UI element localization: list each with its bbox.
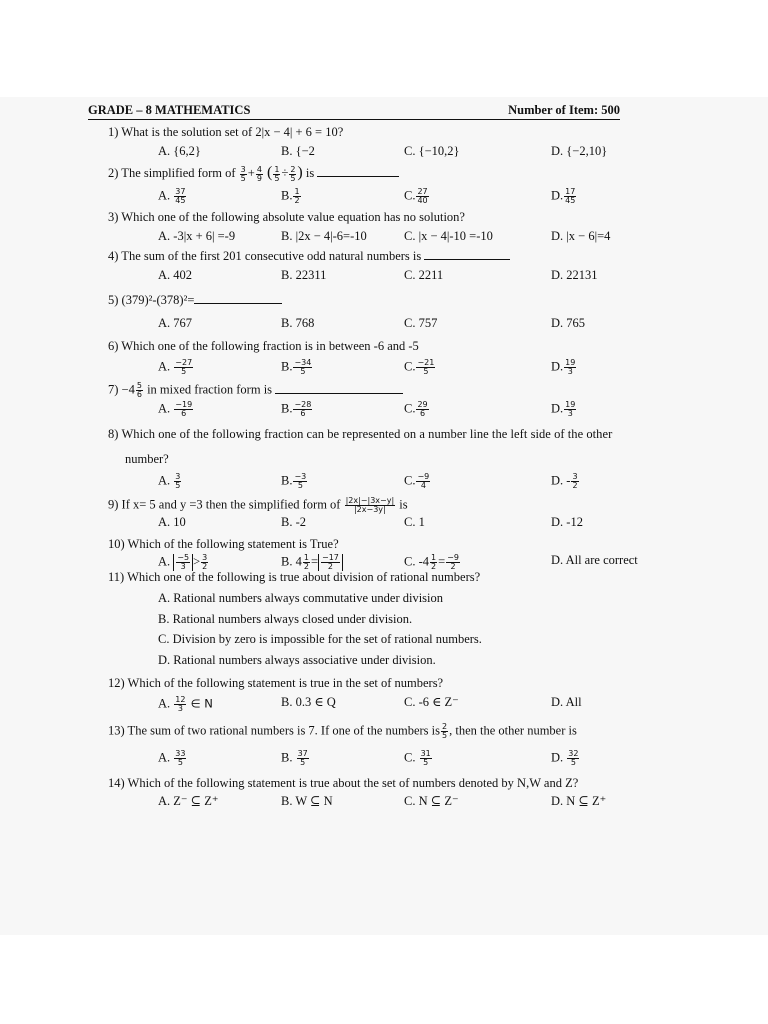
- fraction: [174, 696, 186, 713]
- q8-option-b: [281, 473, 404, 490]
- numerator: 1: [303, 553, 309, 563]
- numerator: 37: [297, 748, 308, 758]
- denominator: 5: [175, 480, 181, 490]
- option-letter: B.: [281, 473, 293, 487]
- option-letter: D.: [551, 401, 564, 416]
- fraction: [416, 401, 428, 418]
- fraction: [430, 554, 437, 571]
- q14-option-a: A. Z⁻ ⊆ Z⁺: [158, 794, 219, 809]
- numerator: −27: [175, 358, 193, 368]
- option-letter: B.: [281, 359, 293, 374]
- denominator: 5: [240, 173, 246, 183]
- q2-fraction-2: [256, 166, 263, 183]
- fraction: [293, 473, 307, 490]
- q12-option-c: C. -6 ∈ Z⁻: [404, 694, 459, 709]
- question-6-options: [88, 359, 688, 376]
- fraction: [174, 188, 186, 205]
- question-4-text: 4) The sum of the first 201 consecutive odd natural numbers is: [108, 249, 422, 264]
- fraction: [571, 473, 578, 490]
- option-letter: C.: [404, 473, 416, 487]
- q10-option-a: [158, 554, 281, 571]
- fraction: [174, 473, 181, 490]
- numerator: 3: [175, 471, 181, 481]
- fraction: [446, 554, 460, 571]
- question-8-text: 8) Which one of the following fraction can be represented on a number line the left side of the other: [108, 427, 613, 442]
- question-4: [88, 249, 688, 264]
- denominator: 2: [431, 562, 437, 572]
- q6-option-d: [551, 359, 577, 376]
- q10-option-d: D. All are correct: [551, 553, 638, 568]
- numerator: 27: [417, 186, 428, 196]
- question-14: [88, 777, 688, 791]
- greater-than: >: [193, 554, 201, 569]
- question-2-is: is: [305, 166, 315, 181]
- q12-option-b: B. 0.3 ∈ Q: [281, 694, 336, 709]
- q7-option-c: [404, 401, 551, 418]
- q6-option-b: [281, 359, 404, 376]
- q12-option-d: D. All: [551, 694, 582, 709]
- question-1: [88, 126, 688, 140]
- denominator: 6: [181, 409, 187, 419]
- question-9-text: 9) If x= 5 and y =3 then the simplified form of: [108, 497, 341, 511]
- numerator: 37: [175, 186, 186, 196]
- q11-option-a: A. Rational numbers always commutative under division: [158, 590, 444, 605]
- numerator: 3: [572, 471, 578, 481]
- answer-blank: [194, 293, 282, 304]
- q3-option-c: C. |x − 4|-10 =-10: [404, 228, 493, 243]
- q7-option-b: [281, 401, 404, 418]
- question-11: [88, 571, 688, 585]
- option-letter: C.: [404, 188, 416, 203]
- denominator: 5: [290, 173, 296, 183]
- q7-fraction: [136, 382, 143, 399]
- numerator: −9: [447, 553, 459, 563]
- denominator: |2x−3y|: [353, 504, 386, 514]
- question-10-text: 10) Which of the following statement is True?: [108, 537, 339, 552]
- question-7-options: [88, 401, 688, 418]
- fraction: [564, 401, 576, 418]
- fraction: [174, 750, 186, 767]
- question-12: [88, 677, 688, 691]
- question-9-is: is: [399, 497, 408, 511]
- q2-option-d: [551, 188, 577, 205]
- fraction: [293, 359, 312, 376]
- numerator: −3: [294, 471, 307, 481]
- numerator: 31: [420, 748, 431, 758]
- exam-title: GRADE – 8 MATHEMATICS: [88, 103, 251, 117]
- option-letter: A.: [158, 554, 171, 569]
- numerator: −17: [322, 553, 339, 563]
- exam-sheet: [88, 104, 688, 809]
- q9-option-a: A. 10: [158, 514, 186, 529]
- option-letter: A.: [158, 188, 171, 203]
- question-10-options: [88, 554, 688, 571]
- numerator: 5: [136, 381, 142, 391]
- numerator: −28: [294, 400, 312, 410]
- q8-option-a: [158, 473, 281, 490]
- numerator: 19: [565, 400, 576, 410]
- question-3-text: 3) Which one of the following absolute value equation has no solution?: [108, 209, 465, 224]
- question-5: [88, 293, 688, 308]
- fraction: [321, 554, 340, 571]
- denominator: 4: [420, 480, 426, 490]
- denominator: 5: [423, 367, 429, 377]
- option-letter: B. 4: [281, 554, 302, 569]
- answer-blank: [317, 166, 399, 177]
- q14-option-b: B. W ⊆ N: [281, 794, 333, 809]
- fraction: [201, 554, 208, 571]
- option-letter: D. -: [551, 473, 571, 487]
- option-letter: B.: [281, 188, 293, 203]
- denominator: 2: [202, 562, 208, 572]
- numerator: |2x|−|3x−y|: [345, 495, 395, 505]
- numerator: 2: [442, 721, 448, 731]
- question-1-text: 1) What is the solution set of 2|x − 4| + 6 = 10?: [108, 124, 344, 139]
- q13-fraction: [441, 723, 448, 740]
- q6-option-c: [404, 359, 551, 376]
- denominator: 5: [274, 173, 280, 183]
- question-7-number: 7) −4: [108, 382, 135, 397]
- numerator: 33: [175, 748, 186, 758]
- denominator: 5: [300, 367, 306, 377]
- denominator: 45: [565, 195, 576, 205]
- numerator: 29: [417, 400, 428, 410]
- q9-option-b: B. -2: [281, 514, 306, 529]
- denominator: 2: [303, 562, 309, 572]
- q14-option-d: D. N ⊆ Z⁺: [551, 794, 607, 809]
- fraction: [416, 188, 428, 205]
- fraction: [420, 750, 432, 767]
- numerator: 4: [256, 164, 262, 174]
- q8-option-d: [551, 473, 580, 490]
- absolute-value: [318, 554, 343, 571]
- question-7: [88, 382, 688, 399]
- q14-option-c: C. N ⊆ Z⁻: [404, 794, 459, 809]
- numerator: 12: [175, 694, 186, 704]
- q2-fraction-1: [240, 166, 247, 183]
- question-14-options: [88, 795, 688, 809]
- equals: =: [438, 554, 446, 569]
- denominator: 2: [294, 195, 300, 205]
- q10-option-b: [281, 554, 404, 571]
- numerator: −9: [417, 471, 430, 481]
- question-5-options: [88, 317, 688, 331]
- denominator: 2: [450, 562, 456, 572]
- fraction: [564, 188, 576, 205]
- question-3: [88, 211, 688, 225]
- question-1-options: [88, 145, 688, 159]
- denominator: 2: [572, 480, 578, 490]
- option-letter: B.: [281, 401, 293, 416]
- absolute-value: [173, 554, 193, 571]
- option-letter: D.: [551, 359, 564, 374]
- question-2-text: 2) The simplified form of: [108, 166, 236, 181]
- set-membership: ∈ N: [190, 696, 213, 710]
- denominator: 3: [177, 703, 183, 713]
- option-letter: A.: [158, 473, 171, 487]
- fraction: [293, 188, 300, 205]
- q5-option-c: C. 757: [404, 315, 438, 330]
- exam-header: [88, 104, 620, 120]
- numerator: −21: [417, 358, 435, 368]
- q7-option-d: [551, 401, 577, 418]
- q10-option-c: [404, 554, 551, 571]
- question-2-options: [88, 188, 688, 205]
- q11-option-c: C. Division by zero is impossible for the set of rational numbers.: [158, 632, 482, 647]
- denominator: 6: [136, 390, 142, 400]
- question-13-options: [88, 750, 688, 767]
- question-5-text: 5) (379)²-(378)²=: [108, 292, 195, 307]
- fraction: [416, 473, 430, 490]
- q2-option-a: [158, 188, 281, 205]
- q13-option-b: [281, 750, 404, 767]
- question-7-text: in mixed fraction form is: [147, 382, 273, 397]
- q11-option-d: D. Rational numbers always associative under division.: [158, 653, 436, 668]
- question-14-text: 14) Which of the following statement is true about the set of numbers denoted by N,W and Z?: [108, 775, 579, 790]
- fraction: [176, 554, 190, 571]
- q1-option-a: A. {6,2}: [158, 143, 201, 158]
- denominator: 5: [570, 757, 576, 767]
- question-12-options: [88, 696, 688, 713]
- denominator: 5: [297, 480, 303, 490]
- fraction: [293, 401, 312, 418]
- q12-option-a: [158, 696, 281, 713]
- numerator: 3: [202, 553, 208, 563]
- numerator: 32: [568, 748, 579, 758]
- question-8-options: [88, 473, 688, 490]
- q13-option-a: [158, 750, 281, 767]
- q1-option-b: B. {−2: [281, 143, 315, 158]
- denominator: 5: [177, 757, 183, 767]
- denominator: 6: [300, 409, 306, 419]
- option-letter: D.: [551, 750, 564, 764]
- numerator: −34: [294, 358, 312, 368]
- answer-blank: [275, 383, 403, 394]
- question-13: [88, 723, 688, 740]
- fraction: [174, 401, 193, 418]
- q2-option-c: [404, 188, 551, 205]
- q11-option-b: B. Rational numbers always closed under division.: [158, 611, 413, 626]
- question-9: [88, 497, 688, 514]
- numerator: −19: [175, 400, 193, 410]
- option-letter: A.: [158, 750, 171, 764]
- q1-option-d: D. {−2,10}: [551, 143, 608, 158]
- denominator: 3: [180, 562, 186, 572]
- question-8: [88, 428, 688, 467]
- q6-option-a: [158, 359, 281, 376]
- fraction: [303, 554, 310, 571]
- q9-fraction: [345, 497, 396, 514]
- option-letter: C. -4: [404, 554, 429, 569]
- option-letter: B.: [281, 750, 293, 764]
- q2-fraction-4: [289, 166, 296, 183]
- q7-option-a: [158, 401, 281, 418]
- denominator: 5: [423, 757, 429, 767]
- denominator: 2: [327, 562, 333, 572]
- q5-option-d: D. 765: [551, 315, 586, 330]
- question-9-options: [88, 516, 688, 530]
- denominator: 6: [420, 409, 426, 419]
- question-10: [88, 538, 688, 552]
- question-13-text-end: , then the other number is: [449, 723, 577, 737]
- q3-option-b: B. |2x − 4|-6=-10: [281, 228, 367, 243]
- question-6: [88, 340, 688, 354]
- option-letter: C.: [404, 401, 416, 416]
- fraction: [297, 750, 309, 767]
- q9-option-c: C. 1: [404, 514, 425, 529]
- option-letter: A.: [158, 359, 171, 374]
- q5-option-b: B. 768: [281, 315, 315, 330]
- numerator: 17: [565, 186, 576, 196]
- option-letter: A.: [158, 696, 171, 710]
- q4-option-b: B. 22311: [281, 268, 327, 283]
- item-count: Number of Item: 500: [508, 103, 620, 117]
- q1-option-c: C. {−10,2}: [404, 143, 460, 158]
- q4-option-c: C. 2211: [404, 268, 444, 283]
- denominator: 40: [417, 195, 428, 205]
- question-12-text: 12) Which of the following statement is true in the set of numbers?: [108, 675, 444, 690]
- q9-option-d: D. -12: [551, 514, 583, 529]
- numerator: 3: [240, 164, 246, 174]
- question-8-text-continued: number?: [125, 451, 169, 466]
- q2-fraction-3: [273, 166, 280, 183]
- q13-option-d: [551, 750, 580, 767]
- question-3-options: [88, 230, 688, 244]
- numerator: −5: [177, 553, 190, 563]
- option-letter: D.: [551, 188, 564, 203]
- denominator: 45: [175, 195, 186, 205]
- q8-option-c: [404, 473, 551, 490]
- fraction: [564, 359, 576, 376]
- equals: =: [310, 554, 318, 569]
- numerator: 2: [290, 164, 296, 174]
- denominator: 5: [181, 367, 187, 377]
- numerator: 19: [565, 358, 576, 368]
- q4-option-d: D. 22131: [551, 268, 598, 283]
- option-letter: C.: [404, 750, 416, 764]
- fraction: [567, 750, 579, 767]
- numerator: 1: [274, 164, 280, 174]
- q3-option-d: D. |x − 6|=4: [551, 228, 611, 243]
- q4-option-a: A. 402: [158, 268, 193, 283]
- option-letter: C.: [404, 359, 416, 374]
- denominator: 5: [300, 757, 306, 767]
- denominator: 5: [442, 730, 448, 740]
- question-4-options: [88, 269, 688, 283]
- fraction: [174, 359, 193, 376]
- numerator: 1: [431, 553, 437, 563]
- fraction: [416, 359, 435, 376]
- question-11-text: 11) Which one of the following is true about division of rational numbers?: [108, 570, 481, 585]
- denominator: 3: [567, 367, 573, 377]
- q13-option-c: [404, 750, 551, 767]
- numerator: 1: [294, 186, 300, 196]
- question-6-text: 6) Which one of the following fraction is in between -6 and -5: [108, 339, 419, 354]
- denominator: 9: [256, 173, 262, 183]
- denominator: 3: [567, 409, 573, 419]
- q2-option-b: [281, 188, 404, 205]
- q3-option-a: A. -3|x + 6| =-9: [158, 228, 236, 243]
- q5-option-a: A. 767: [158, 315, 193, 330]
- question-2: 2) The simplified form of $\frac{3}{5}$ + $\frac{4}{9}$ ( $\frac{1}{5}$ ÷ $\frac{2}{5}$ ) is: [88, 164, 688, 183]
- option-letter: A.: [158, 401, 171, 416]
- answer-blank: [424, 249, 510, 260]
- question-13-text: 13) The sum of two rational numbers is 7. If one of the numbers is: [108, 723, 441, 737]
